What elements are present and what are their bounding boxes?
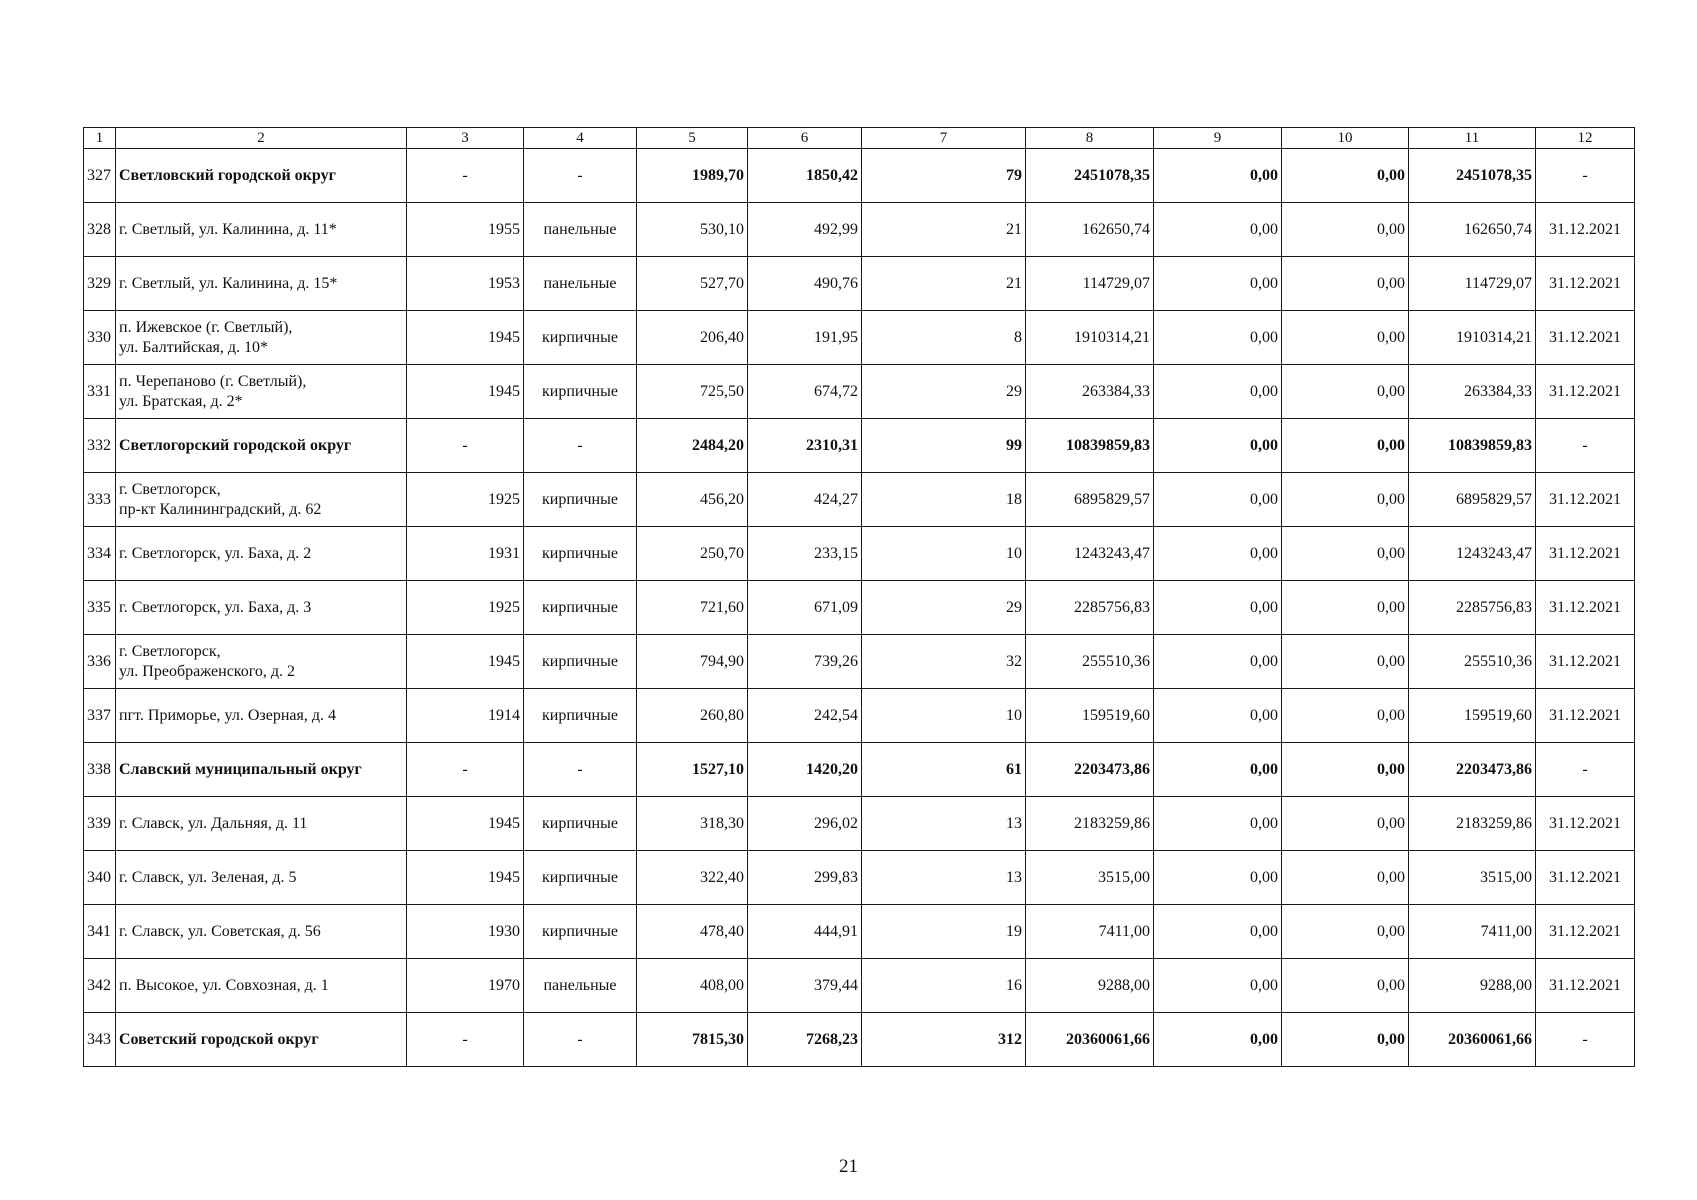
residents-count: 13: [862, 797, 1026, 851]
row-number: 339: [84, 797, 116, 851]
column-number: 4: [524, 128, 637, 149]
cost-fund: 0,00: [1154, 1013, 1282, 1067]
column-number: 2: [116, 128, 407, 149]
area-total: 7815,30: [637, 1013, 748, 1067]
cost-other: 1910314,21: [1409, 311, 1536, 365]
completion-date: 31.12.2021: [1536, 905, 1635, 959]
cost-other: 7411,00: [1409, 905, 1536, 959]
object-name: г. Светлый, ул. Калинина, д. 11*: [116, 203, 407, 257]
completion-date: -: [1536, 1013, 1635, 1067]
cost-other: 263384,33: [1409, 365, 1536, 419]
cost-other: 159519,60: [1409, 689, 1536, 743]
area-residential: 1420,20: [748, 743, 862, 797]
residents-count: 13: [862, 851, 1026, 905]
cost-total: 9288,00: [1026, 959, 1154, 1013]
table-row: [84, 797, 1635, 851]
year-built: -: [407, 149, 524, 203]
row-number: 338: [84, 743, 116, 797]
table-row: [84, 311, 1635, 365]
cost-other: 6895829,57: [1409, 473, 1536, 527]
row-number: 333: [84, 473, 116, 527]
district-total-row: [84, 419, 1635, 473]
year-built: 1945: [407, 311, 524, 365]
column-number: 9: [1154, 128, 1282, 149]
residents-count: 312: [862, 1013, 1026, 1067]
cost-fund: 0,00: [1154, 311, 1282, 365]
wall-material: кирпичные: [524, 527, 637, 581]
district-total-row: [84, 743, 1635, 797]
table-row: [84, 473, 1635, 527]
table-row: [84, 203, 1635, 257]
row-number: 334: [84, 527, 116, 581]
column-number: 8: [1026, 128, 1154, 149]
object-name: пгт. Приморье, ул. Озерная, д. 4: [116, 689, 407, 743]
residents-count: 61: [862, 743, 1026, 797]
cost-total: 2451078,35: [1026, 149, 1154, 203]
wall-material: кирпичные: [524, 851, 637, 905]
cost-fund: 0,00: [1154, 419, 1282, 473]
area-total: 794,90: [637, 635, 748, 689]
completion-date: 31.12.2021: [1536, 473, 1635, 527]
completion-date: 31.12.2021: [1536, 365, 1635, 419]
district-total-row: [84, 149, 1635, 203]
cost-total: 10839859,83: [1026, 419, 1154, 473]
area-residential: 424,27: [748, 473, 862, 527]
wall-material: панельные: [524, 203, 637, 257]
year-built: 1930: [407, 905, 524, 959]
cost-total: 1243243,47: [1026, 527, 1154, 581]
column-number: 11: [1409, 128, 1536, 149]
cost-fund: 0,00: [1154, 527, 1282, 581]
column-number-row: [84, 128, 1635, 149]
table-row: [84, 581, 1635, 635]
area-residential: 379,44: [748, 959, 862, 1013]
residents-count: 10: [862, 527, 1026, 581]
wall-material: кирпичные: [524, 311, 637, 365]
cost-other: 2285756,83: [1409, 581, 1536, 635]
cost-budget: 0,00: [1282, 797, 1409, 851]
cost-fund: 0,00: [1154, 797, 1282, 851]
register-table: [83, 127, 1635, 1067]
completion-date: 31.12.2021: [1536, 689, 1635, 743]
area-residential: 233,15: [748, 527, 862, 581]
cost-total: 2203473,86: [1026, 743, 1154, 797]
year-built: 1953: [407, 257, 524, 311]
cost-fund: 0,00: [1154, 365, 1282, 419]
area-residential: 1850,42: [748, 149, 862, 203]
row-number: 341: [84, 905, 116, 959]
year-built: 1945: [407, 635, 524, 689]
cost-total: 114729,07: [1026, 257, 1154, 311]
cost-budget: 0,00: [1282, 203, 1409, 257]
column-number: 10: [1282, 128, 1409, 149]
cost-total: 3515,00: [1026, 851, 1154, 905]
cost-total: 20360061,66: [1026, 1013, 1154, 1067]
area-residential: 444,91: [748, 905, 862, 959]
cost-other: 2203473,86: [1409, 743, 1536, 797]
residents-count: 10: [862, 689, 1026, 743]
cost-budget: 0,00: [1282, 527, 1409, 581]
column-number: 6: [748, 128, 862, 149]
column-number: 7: [862, 128, 1026, 149]
year-built: 1955: [407, 203, 524, 257]
area-total: 2484,20: [637, 419, 748, 473]
row-number: 332: [84, 419, 116, 473]
area-total: 322,40: [637, 851, 748, 905]
cost-budget: 0,00: [1282, 311, 1409, 365]
row-number: 328: [84, 203, 116, 257]
area-residential: 299,83: [748, 851, 862, 905]
area-total: 318,30: [637, 797, 748, 851]
wall-material: кирпичные: [524, 797, 637, 851]
area-residential: 296,02: [748, 797, 862, 851]
completion-date: 31.12.2021: [1536, 203, 1635, 257]
row-number: 340: [84, 851, 116, 905]
wall-material: кирпичные: [524, 905, 637, 959]
cost-budget: 0,00: [1282, 149, 1409, 203]
cost-budget: 0,00: [1282, 959, 1409, 1013]
area-residential: 490,76: [748, 257, 862, 311]
cost-fund: 0,00: [1154, 959, 1282, 1013]
year-built: 1945: [407, 797, 524, 851]
wall-material: кирпичные: [524, 581, 637, 635]
column-number: 1: [84, 128, 116, 149]
cost-other: 2183259,86: [1409, 797, 1536, 851]
completion-date: -: [1536, 743, 1635, 797]
cost-fund: 0,00: [1154, 257, 1282, 311]
cost-total: 2285756,83: [1026, 581, 1154, 635]
completion-date: 31.12.2021: [1536, 851, 1635, 905]
object-name: г. Светлогорск, пр-кт Калининградский, д. 62: [116, 473, 407, 527]
cost-other: 1243243,47: [1409, 527, 1536, 581]
row-number: 337: [84, 689, 116, 743]
row-number: 335: [84, 581, 116, 635]
cost-other: 3515,00: [1409, 851, 1536, 905]
table-row: [84, 851, 1635, 905]
cost-other: 114729,07: [1409, 257, 1536, 311]
year-built: 1925: [407, 473, 524, 527]
row-number: 342: [84, 959, 116, 1013]
completion-date: 31.12.2021: [1536, 959, 1635, 1013]
cost-fund: 0,00: [1154, 851, 1282, 905]
row-number: 343: [84, 1013, 116, 1067]
completion-date: -: [1536, 419, 1635, 473]
cost-fund: 0,00: [1154, 743, 1282, 797]
cost-other: 2451078,35: [1409, 149, 1536, 203]
row-number: 329: [84, 257, 116, 311]
table-row: [84, 689, 1635, 743]
wall-material: кирпичные: [524, 365, 637, 419]
wall-material: кирпичные: [524, 689, 637, 743]
table-row: [84, 959, 1635, 1013]
area-total: 1527,10: [637, 743, 748, 797]
object-name: г. Светлый, ул. Калинина, д. 15*: [116, 257, 407, 311]
cost-fund: 0,00: [1154, 473, 1282, 527]
area-residential: 674,72: [748, 365, 862, 419]
object-name: Светлогорский городской округ: [116, 419, 407, 473]
wall-material: -: [524, 419, 637, 473]
cost-total: 1910314,21: [1026, 311, 1154, 365]
area-total: 1989,70: [637, 149, 748, 203]
cost-other: 20360061,66: [1409, 1013, 1536, 1067]
cost-budget: 0,00: [1282, 473, 1409, 527]
cost-budget: 0,00: [1282, 851, 1409, 905]
completion-date: 31.12.2021: [1536, 257, 1635, 311]
cost-budget: 0,00: [1282, 743, 1409, 797]
cost-budget: 0,00: [1282, 689, 1409, 743]
cost-total: 6895829,57: [1026, 473, 1154, 527]
object-name: п. Ижевское (г. Светлый), ул. Балтийская, д. 10*: [116, 311, 407, 365]
area-residential: 242,54: [748, 689, 862, 743]
residents-count: 32: [862, 635, 1026, 689]
register-body: [84, 128, 1635, 1067]
object-name: Советский городской округ: [116, 1013, 407, 1067]
object-name: г. Славск, ул. Зеленая, д. 5: [116, 851, 407, 905]
column-number: 3: [407, 128, 524, 149]
cost-other: 162650,74: [1409, 203, 1536, 257]
year-built: -: [407, 743, 524, 797]
area-residential: 671,09: [748, 581, 862, 635]
residents-count: 79: [862, 149, 1026, 203]
year-built: 1925: [407, 581, 524, 635]
wall-material: панельные: [524, 959, 637, 1013]
object-name: г. Славск, ул. Советская, д. 56: [116, 905, 407, 959]
cost-total: 162650,74: [1026, 203, 1154, 257]
cost-fund: 0,00: [1154, 149, 1282, 203]
object-name: Светловский городской округ: [116, 149, 407, 203]
wall-material: -: [524, 1013, 637, 1067]
object-name: г. Светлогорск, ул. Баха, д. 3: [116, 581, 407, 635]
cost-other: 10839859,83: [1409, 419, 1536, 473]
row-number: 336: [84, 635, 116, 689]
row-number: 331: [84, 365, 116, 419]
residents-count: 99: [862, 419, 1026, 473]
cost-fund: 0,00: [1154, 203, 1282, 257]
row-number: 330: [84, 311, 116, 365]
cost-fund: 0,00: [1154, 905, 1282, 959]
area-residential: 191,95: [748, 311, 862, 365]
object-name: п. Черепаново (г. Светлый), ул. Братская, д. 2*: [116, 365, 407, 419]
cost-budget: 0,00: [1282, 1013, 1409, 1067]
cost-budget: 0,00: [1282, 257, 1409, 311]
completion-date: 31.12.2021: [1536, 527, 1635, 581]
row-number: 327: [84, 149, 116, 203]
area-total: 725,50: [637, 365, 748, 419]
wall-material: кирпичные: [524, 473, 637, 527]
area-residential: 2310,31: [748, 419, 862, 473]
area-total: 530,10: [637, 203, 748, 257]
residents-count: 21: [862, 257, 1026, 311]
residents-count: 16: [862, 959, 1026, 1013]
year-built: 1970: [407, 959, 524, 1013]
area-total: 206,40: [637, 311, 748, 365]
completion-date: 31.12.2021: [1536, 797, 1635, 851]
cost-total: 263384,33: [1026, 365, 1154, 419]
year-built: 1945: [407, 851, 524, 905]
area-total: 408,00: [637, 959, 748, 1013]
cost-other: 9288,00: [1409, 959, 1536, 1013]
area-total: 527,70: [637, 257, 748, 311]
wall-material: -: [524, 743, 637, 797]
year-built: 1931: [407, 527, 524, 581]
district-total-row: [84, 1013, 1635, 1067]
cost-budget: 0,00: [1282, 905, 1409, 959]
completion-date: 31.12.2021: [1536, 581, 1635, 635]
column-number: 12: [1536, 128, 1635, 149]
table-row: [84, 365, 1635, 419]
year-built: -: [407, 1013, 524, 1067]
completion-date: 31.12.2021: [1536, 311, 1635, 365]
column-number: 5: [637, 128, 748, 149]
wall-material: панельные: [524, 257, 637, 311]
object-name: п. Высокое, ул. Совхозная, д. 1: [116, 959, 407, 1013]
cost-total: 255510,36: [1026, 635, 1154, 689]
residents-count: 8: [862, 311, 1026, 365]
area-total: 478,40: [637, 905, 748, 959]
completion-date: -: [1536, 149, 1635, 203]
object-name: г. Светлогорск, ул. Преображенского, д. 2: [116, 635, 407, 689]
residents-count: 21: [862, 203, 1026, 257]
object-name: г. Светлогорск, ул. Баха, д. 2: [116, 527, 407, 581]
cost-other: 255510,36: [1409, 635, 1536, 689]
cost-budget: 0,00: [1282, 419, 1409, 473]
cost-budget: 0,00: [1282, 581, 1409, 635]
table-row: [84, 905, 1635, 959]
area-total: 456,20: [637, 473, 748, 527]
table-row: [84, 257, 1635, 311]
table-row: [84, 635, 1635, 689]
area-total: 250,70: [637, 527, 748, 581]
residents-count: 18: [862, 473, 1026, 527]
year-built: 1945: [407, 365, 524, 419]
cost-total: 2183259,86: [1026, 797, 1154, 851]
page-number: 21: [839, 1156, 858, 1177]
object-name: г. Славск, ул. Дальняя, д. 11: [116, 797, 407, 851]
wall-material: -: [524, 149, 637, 203]
table-row: [84, 527, 1635, 581]
area-residential: 492,99: [748, 203, 862, 257]
cost-fund: 0,00: [1154, 635, 1282, 689]
object-name: Славский муниципальный округ: [116, 743, 407, 797]
area-total: 260,80: [637, 689, 748, 743]
residents-count: 29: [862, 365, 1026, 419]
area-residential: 739,26: [748, 635, 862, 689]
cost-total: 159519,60: [1026, 689, 1154, 743]
year-built: -: [407, 419, 524, 473]
cost-fund: 0,00: [1154, 581, 1282, 635]
cost-budget: 0,00: [1282, 365, 1409, 419]
cost-budget: 0,00: [1282, 635, 1409, 689]
wall-material: кирпичные: [524, 635, 637, 689]
residents-count: 19: [862, 905, 1026, 959]
cost-total: 7411,00: [1026, 905, 1154, 959]
residents-count: 29: [862, 581, 1026, 635]
area-residential: 7268,23: [748, 1013, 862, 1067]
completion-date: 31.12.2021: [1536, 635, 1635, 689]
cost-fund: 0,00: [1154, 689, 1282, 743]
year-built: 1914: [407, 689, 524, 743]
area-total: 721,60: [637, 581, 748, 635]
